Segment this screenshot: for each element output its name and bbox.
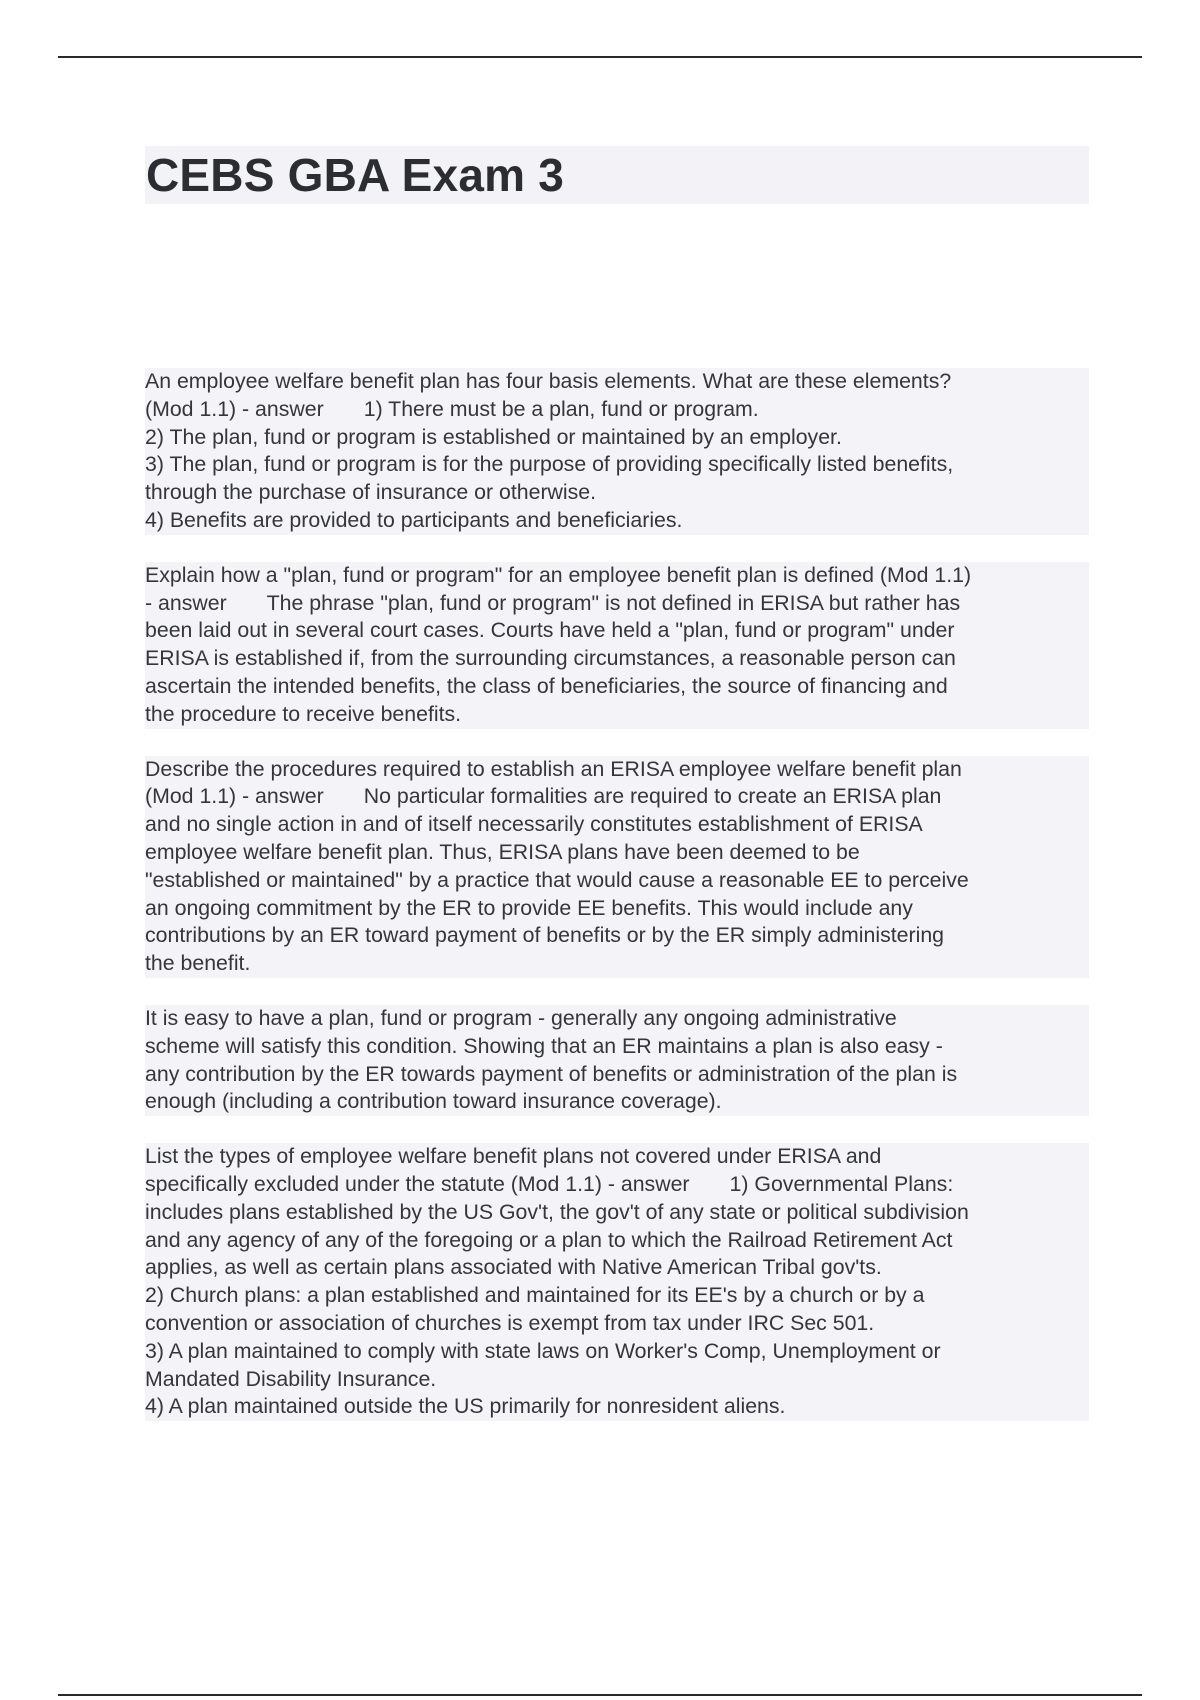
question-end: (Mod 1.1) - answer: [145, 396, 324, 421]
answer-start: The phrase "plan, fund or program" is not defined in ERISA but rather has: [266, 590, 961, 615]
text-line: 3) A plan maintained to comply with state laws on Worker's Comp, Unemployment or: [145, 1338, 1089, 1366]
text-line: any contribution by the ER towards payment of benefits or administration of the plan is: [145, 1061, 1089, 1089]
text-line: [145, 396, 1089, 424]
qa-entry-3: [145, 756, 1089, 978]
text-line: 4) Benefits are provided to participants and beneficiaries.: [145, 507, 1089, 535]
page-title: CEBS GBA Exam 3: [146, 149, 564, 201]
text-line: through the purchase of insurance or otherwise.: [145, 479, 1089, 507]
text-line: the benefit.: [145, 950, 1089, 978]
text-line: contributions by an ER toward payment of benefits or by the ER simply administering: [145, 922, 1089, 950]
text-line: Mandated Disability Insurance.: [145, 1366, 1089, 1394]
qa-entry-2: [145, 562, 1089, 729]
text-line: ERISA is established if, from the surrounding circumstances, a reasonable person can: [145, 645, 1089, 673]
bottom-rule: [58, 1694, 1142, 1696]
text-line: An employee welfare benefit plan has four basis elements. What are these elements?: [145, 368, 1089, 396]
top-rule: [58, 56, 1142, 58]
text-line: [145, 783, 1089, 811]
text-line: enough (including a contribution toward insurance coverage).: [145, 1088, 1089, 1116]
document-body: [145, 368, 1089, 1448]
text-line: includes plans established by the US Gov't, the gov't of any state or political subdivision: [145, 1199, 1089, 1227]
text-line: It is easy to have a plan, fund or program - generally any ongoing administrative: [145, 1005, 1089, 1033]
qa-entry-5: [145, 1143, 1089, 1421]
text-line: an ongoing commitment by the ER to provide EE benefits. This would include any: [145, 895, 1089, 923]
answer-start: 1) There must be a plan, fund or program.: [363, 396, 759, 421]
text-line: been laid out in several court cases. Courts have held a "plan, fund or program" under: [145, 617, 1089, 645]
qa-entry-4: [145, 1005, 1089, 1116]
text-line: ascertain the intended benefits, the class of beneficiaries, the source of financing and: [145, 673, 1089, 701]
qa-entry-1: [145, 368, 1089, 535]
question-end: specifically excluded under the statute (Mod 1.1) - answer: [145, 1171, 690, 1196]
text-line: Explain how a "plan, fund or program" for an employee benefit plan is defined (Mod 1.1): [145, 562, 1089, 590]
question-end: (Mod 1.1) - answer: [145, 784, 324, 809]
text-line: Describe the procedures required to establish an ERISA employee welfare benefit plan: [145, 756, 1089, 784]
text-line: "established or maintained" by a practice that would cause a reasonable EE to perceive: [145, 867, 1089, 895]
question-end: - answer: [145, 590, 227, 615]
text-line: and any agency of any of the foregoing or a plan to which the Railroad Retirement Act: [145, 1227, 1089, 1255]
answer-start: 1) Governmental Plans:: [729, 1171, 954, 1196]
text-line: [145, 1171, 1089, 1199]
text-line: and no single action in and of itself necessarily constitutes establishment of ERISA: [145, 811, 1089, 839]
text-line: 2) Church plans: a plan established and maintained for its EE's by a church or by a: [145, 1282, 1089, 1310]
text-line: employee welfare benefit plan. Thus, ERISA plans have been deemed to be: [145, 839, 1089, 867]
text-line: scheme will satisfy this condition. Showing that an ER maintains a plan is also easy -: [145, 1033, 1089, 1061]
text-line: 3) The plan, fund or program is for the purpose of providing specifically listed benefits,: [145, 451, 1089, 479]
text-line: [145, 590, 1089, 618]
text-line: List the types of employee welfare benefit plans not covered under ERISA and: [145, 1143, 1089, 1171]
text-line: convention or association of churches is exempt from tax under IRC Sec 501.: [145, 1310, 1089, 1338]
text-line: 2) The plan, fund or program is established or maintained by an employer.: [145, 424, 1089, 452]
text-line: applies, as well as certain plans associated with Native American Tribal gov'ts.: [145, 1254, 1089, 1282]
answer-start: No particular formalities are required to create an ERISA plan: [363, 784, 942, 809]
text-line: 4) A plan maintained outside the US primarily for nonresident aliens.: [145, 1393, 1089, 1421]
text-line: the procedure to receive benefits.: [145, 701, 1089, 729]
